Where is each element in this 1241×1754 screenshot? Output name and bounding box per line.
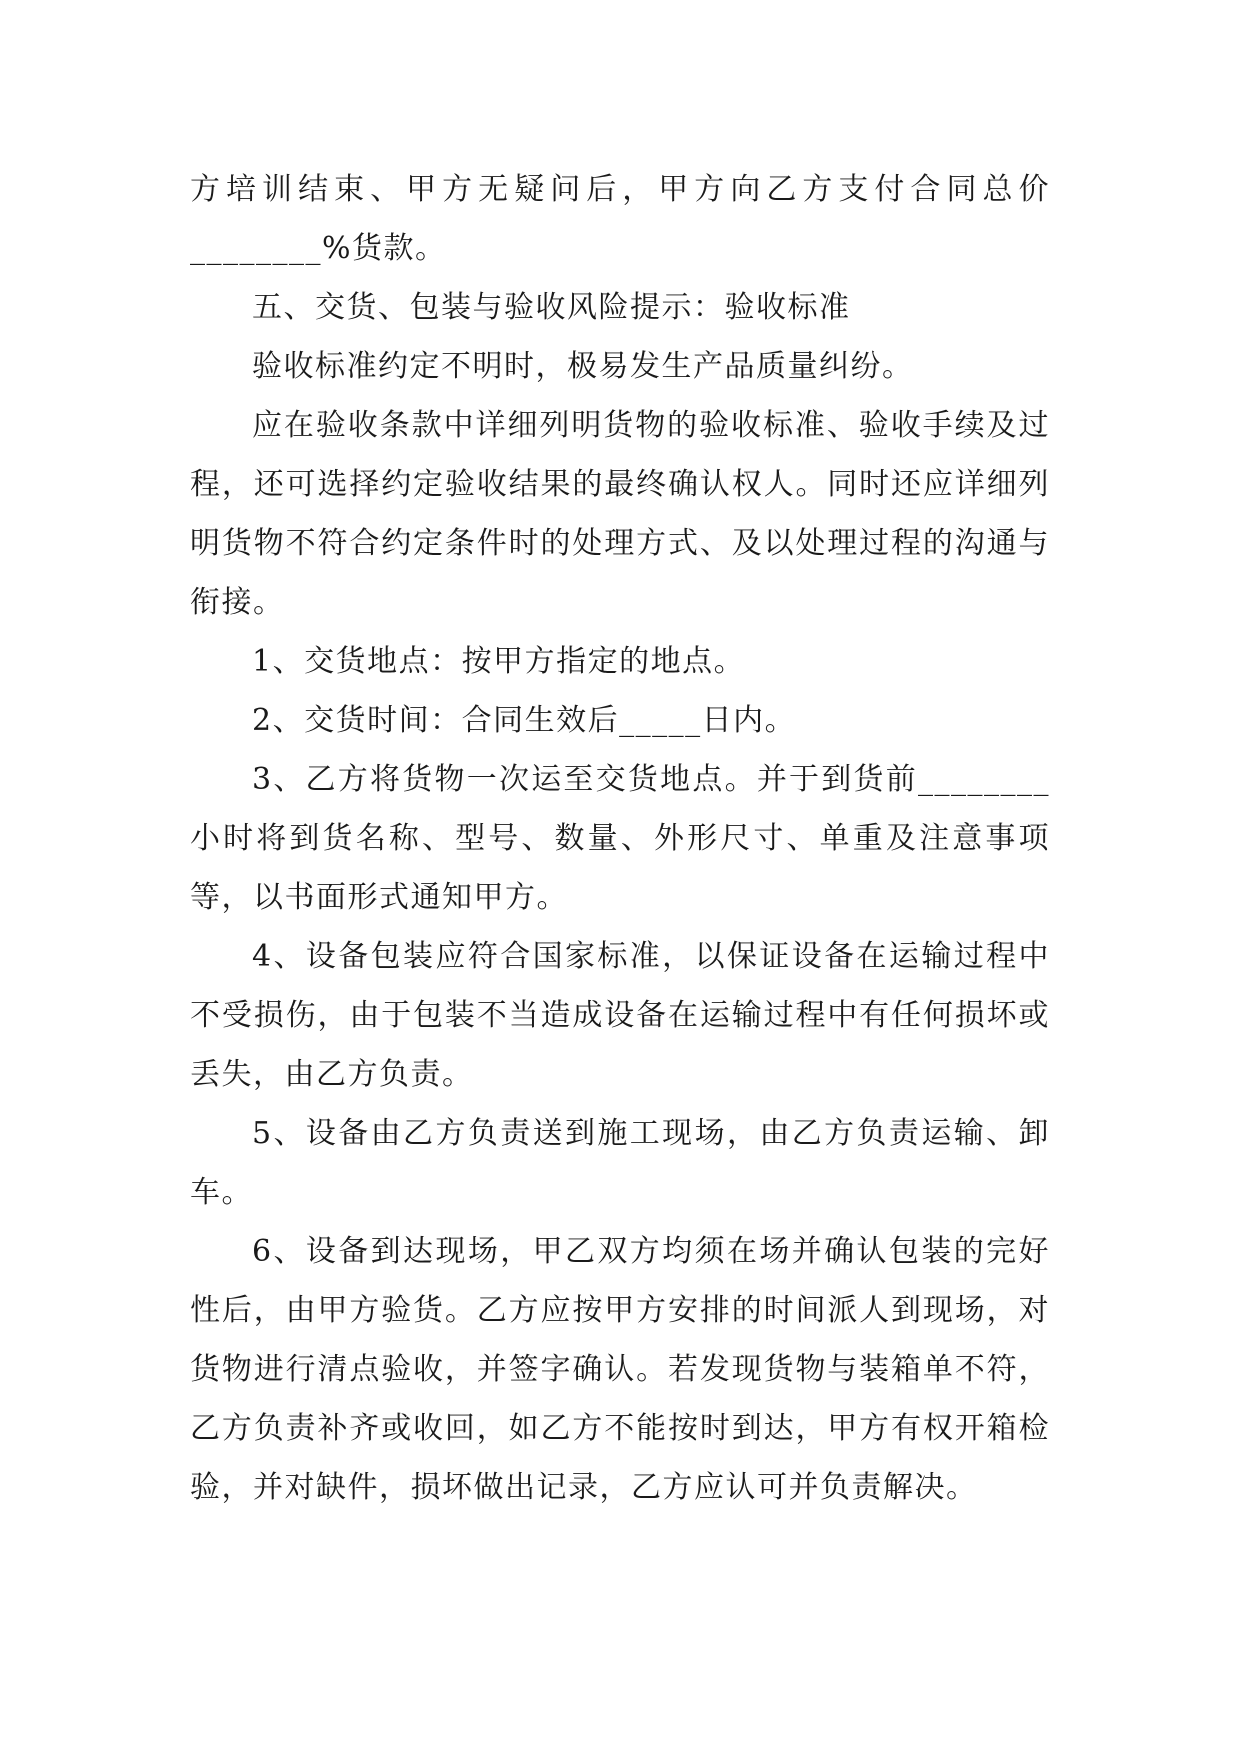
document-body xyxy=(190,160,1050,1517)
clause-6-inspection: 6、设备到达现场，甲乙双方均须在场并确认包装的完好性后，由甲方验货。乙方应按甲方安排的时间派人到现场，对货物进行清点验收，并签字确认。若发现货物与装箱单不符，乙方负责补齐或收回，如乙方不能按时到达，甲方有权开箱检验，并对缺件，损坏做出记录，乙方应认可并负责解决。 xyxy=(190,1234,1050,1505)
clause-4-packaging: 4、设备包装应符合国家标准，以保证设备在运输过程中不受损伤，由于包装不当造成设备在运输过程中有任何损坏或丢失，由乙方负责。 xyxy=(190,939,1050,1092)
paragraph-risk-note: 验收标准约定不明时，极易发生产品质量纠纷。 xyxy=(252,349,914,384)
paragraph-payment-continuation: 方培训结束、甲方无疑问后，甲方向乙方支付合同总价________%货款。 xyxy=(190,172,1050,266)
clause-1-delivery-location: 1、交货地点：按甲方指定的地点。 xyxy=(252,644,746,679)
clause-5-transport: 5、设备由乙方负责送到施工现场，由乙方负责运输、卸车。 xyxy=(190,1116,1050,1210)
clause-2-delivery-time: 2、交货时间：合同生效后_____日内。 xyxy=(252,703,797,738)
paragraph-acceptance-advice: 应在验收条款中详细列明货物的验收标准、验收手续及过程，还可选择约定验收结果的最终确认权人。同时还应详细列明货物不符合约定条件时的处理方式、及以处理过程的沟通与衔接。 xyxy=(190,408,1050,620)
section-heading-delivery: 五、交货、包装与验收风险提示：验收标准 xyxy=(252,290,851,325)
clause-3-delivery-notice: 3、乙方将货物一次运至交货地点。并于到货前________小时将到货名称、型号、数量、外形尺寸、单重及注意事项等，以书面形式通知甲方。 xyxy=(190,762,1050,915)
